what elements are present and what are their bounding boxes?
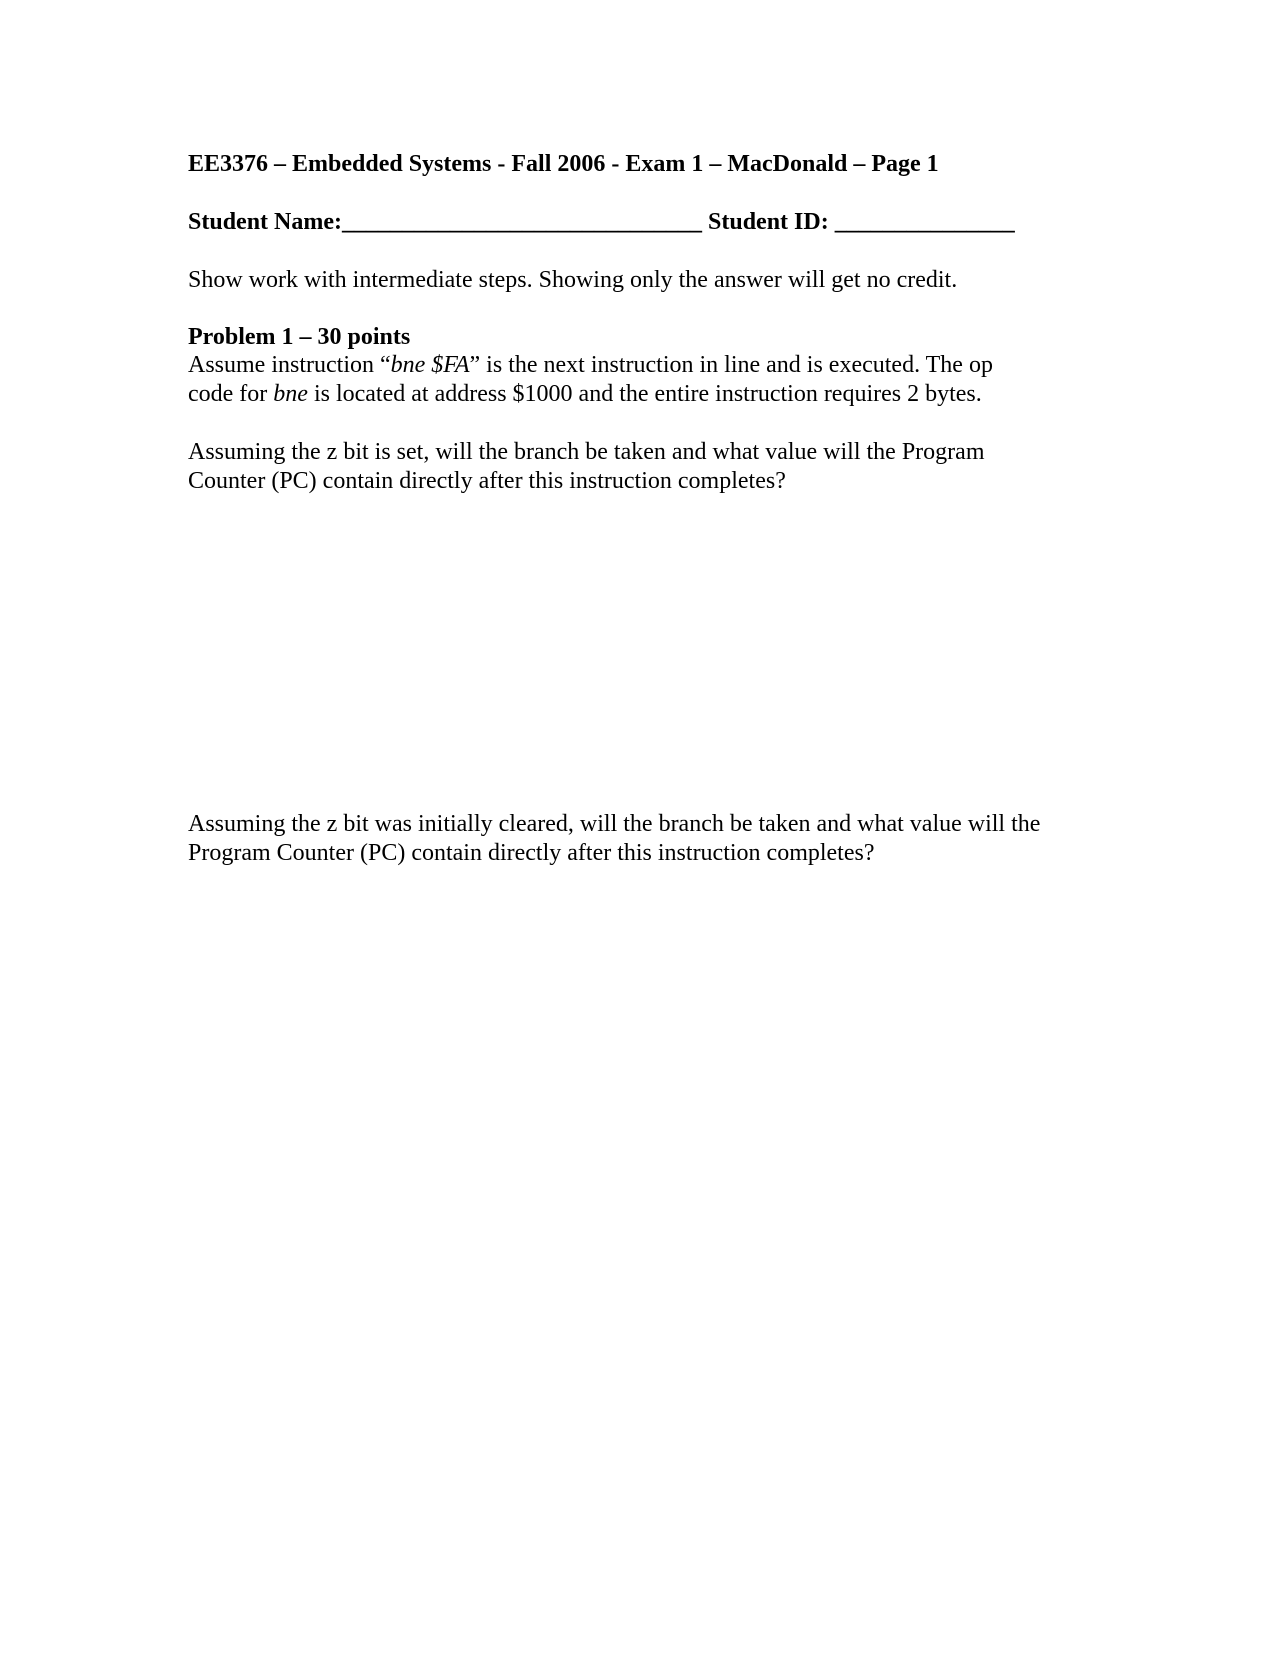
problem-1-text-line-1-pre: Assume instruction “ — [188, 352, 391, 378]
problem-1-text-line-2-post: is located at address $1000 and the entire instruction requires 2 bytes. — [307, 381, 982, 407]
student-id-label: Student ID: — [708, 209, 835, 235]
question-2-line-1: Assuming the z bit was initially cleared, will the branch be taken and what value will the — [188, 811, 1041, 837]
question-1-line-1: Assuming the z bit is set, will the branch be taken and what value will the Program — [188, 439, 985, 465]
student-info-line — [188, 208, 1015, 237]
student-name-label: Student Name: — [188, 209, 342, 235]
question-1-line-2: Counter (PC) contain directly after this instruction completes? — [188, 468, 786, 494]
question-2-line-2: Program Counter (PC) contain directly after this instruction completes? — [188, 840, 875, 866]
exam-instructions: Show work with intermediate steps. Showing only the answer will get no credit. — [188, 267, 958, 293]
exam-title: EE3376 – Embedded Systems - Fall 2006 - Exam 1 – MacDonald – Page 1 — [188, 151, 939, 177]
instruction-code: bne $FA — [390, 352, 470, 378]
student-name-blank: ______________________________ — [342, 209, 702, 235]
instruction-mnemonic: bne — [273, 381, 308, 407]
student-id-blank: _______________ — [834, 209, 1015, 235]
problem-1-text-line-2-pre: code for — [188, 381, 274, 407]
problem-1-heading: Problem 1 – 30 points — [188, 324, 411, 350]
problem-1-text-line-1 — [188, 351, 993, 380]
problem-1-text-line-1-post: ” is the next instruction in line and is executed. The op — [469, 352, 993, 378]
problem-1-text-line-2 — [188, 380, 982, 409]
